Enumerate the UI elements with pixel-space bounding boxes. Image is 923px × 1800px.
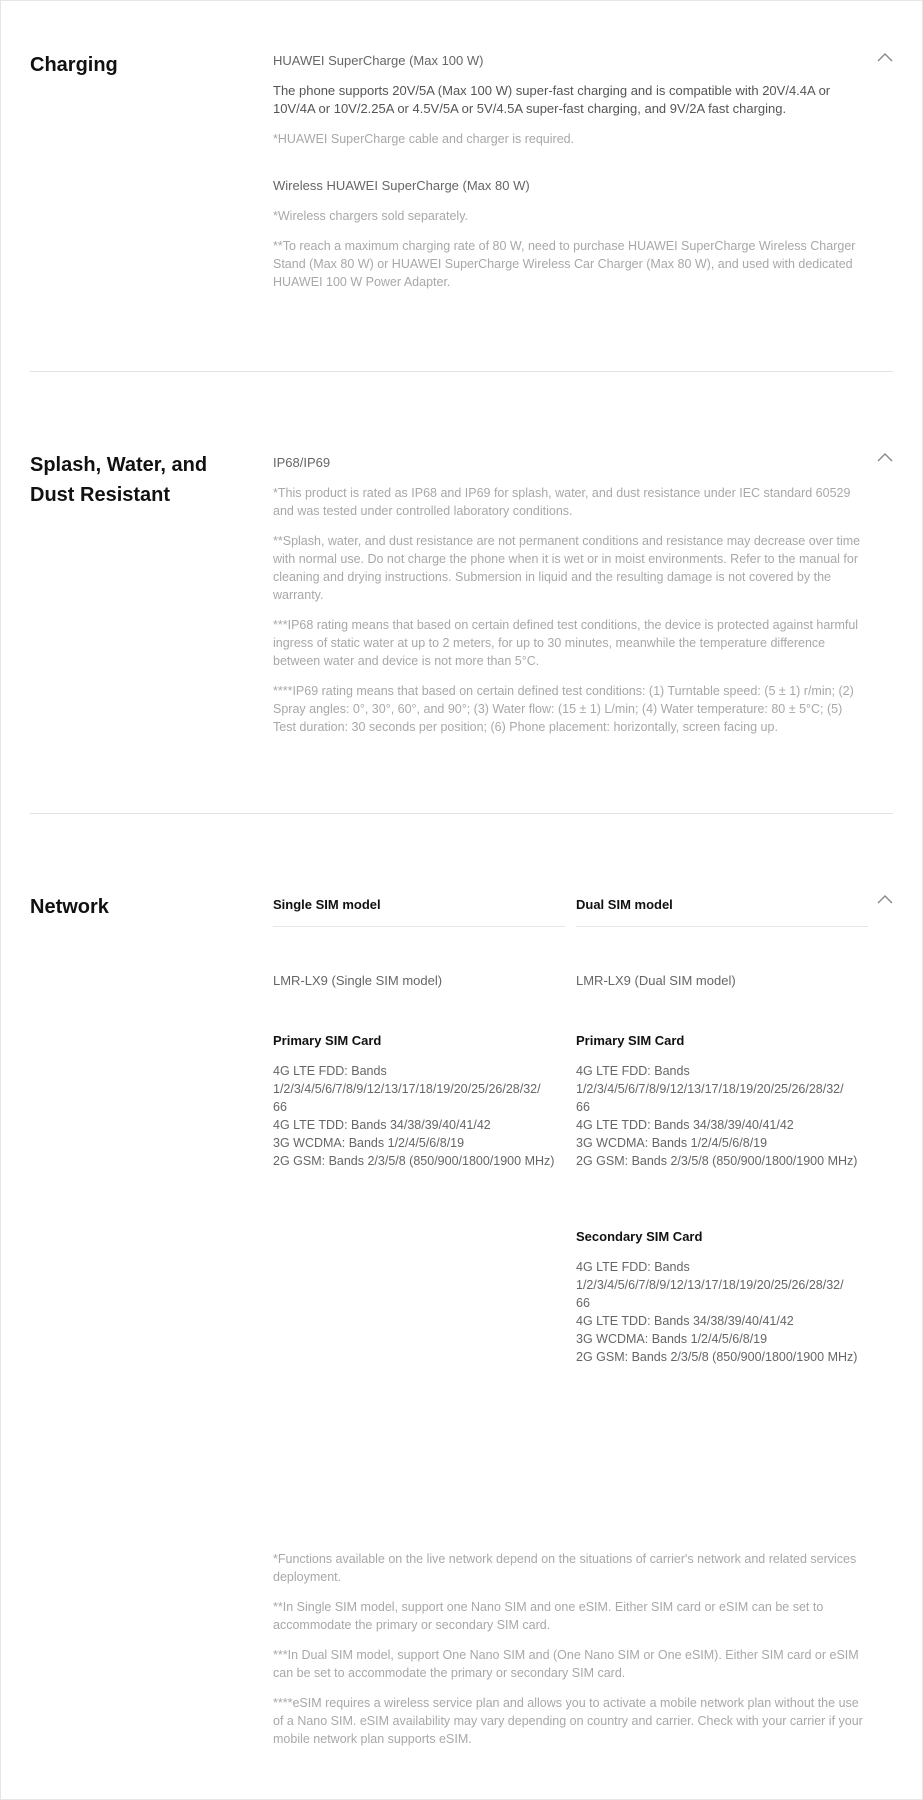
- band-line: 1/2/3/4/5/6/7/8/9/12/13/17/18/19/20/25/26/28/32/: [576, 1278, 844, 1292]
- band-line: 1/2/3/4/5/6/7/8/9/12/13/17/18/19/20/25/26/28/32/: [576, 1082, 844, 1096]
- ip-rating: IP68/IP69: [273, 455, 331, 470]
- single-sim-heading: Single SIM model: [273, 896, 565, 927]
- splash-note: ****IP69 rating means that based on certain defined test conditions: (1) Turntable speed: (5 ± 1) r/min; (2) Spray angles: 0°, 30°, 60°, and 90°; (3) Water flow: (15 ± 1) L/min; (4) Water temperature: 80 ± 5°C; (5) Test duration: 30 seconds per position; (6) Phone placement: horizontally, screen facing up.: [273, 684, 854, 734]
- network-note: ****eSIM requires a wireless service plan and allows you to activate a mobile network plan without the use of a Nano SIM. eSIM availability may vary depending on country and carrier. Check with your carrier if your mobile network plan supports eSIM.: [273, 1696, 863, 1746]
- band-line: 66: [273, 1100, 287, 1114]
- network-note: ***In Dual SIM model, support One Nano SIM and (One Nano SIM or One eSIM). Either SIM card or eSIM can be set to accommodate the primary or secondary SIM card.: [273, 1648, 859, 1680]
- secondary-sim-heading: Secondary SIM Card: [576, 1229, 703, 1244]
- network-note: *Functions available on the live network depend on the situations of carrier's network and related services deployment.: [273, 1552, 857, 1584]
- band-line: 3G WCDMA: Bands 1/2/4/5/6/8/19: [576, 1332, 768, 1346]
- band-line: 2G GSM: Bands 2/3/5/8 (850/900/1800/1900 MHz): [576, 1154, 858, 1168]
- dual-sim-column: [576, 896, 868, 1366]
- chevron-up-icon[interactable]: [876, 451, 894, 463]
- single-sim-column: [273, 896, 565, 1170]
- primary-sim-heading: Primary SIM Card: [576, 1033, 685, 1048]
- band-line: 4G LTE FDD: Bands: [273, 1064, 387, 1078]
- supercharge-note: *HUAWEI SuperCharge cable and charger is required.: [273, 132, 575, 146]
- section-divider: [30, 813, 893, 814]
- band-line: 66: [576, 1296, 590, 1310]
- dual-sim-model: LMR-LX9 (Dual SIM model): [576, 973, 736, 988]
- band-line: 4G LTE FDD: Bands: [576, 1260, 690, 1274]
- network-note: **In Single SIM model, support one Nano SIM and one eSIM. Either SIM card or eSIM can be set to accommodate the primary or secondary SIM card.: [273, 1600, 824, 1632]
- wireless-footnote: **To reach a maximum charging rate of 80 W, need to purchase HUAWEI SuperCharge Wireless Charger Stand (Max 80 W) or HUAWEI SuperCharge Wireless Car Charger (Max 80 W), and used with dedicated HUAWEI 100 W Power Adapter.: [273, 239, 856, 289]
- band-line: 2G GSM: Bands 2/3/5/8 (850/900/1800/1900 MHz): [576, 1350, 858, 1364]
- supercharge-description: The phone supports 20V/5A (Max 100 W) super-fast charging and is compatible with 20V/4.4A or 10V/4A or 10V/2.25A or 4.5V/5A or 5V/4.5A super-fast charging, and 9V/2A fast charging.: [273, 83, 831, 116]
- band-line: 1/2/3/4/5/6/7/8/9/12/13/17/18/19/20/25/26/28/32/: [273, 1082, 541, 1096]
- wireless-heading: Wireless HUAWEI SuperCharge (Max 80 W): [273, 178, 530, 193]
- band-line: 66: [576, 1100, 590, 1114]
- splash-note: **Splash, water, and dust resistance are not permanent conditions and resistance may decrease over time with normal use. Do not charge the phone when it is wet or in moist environments. Refer to the manual for cleaning and drying instructions. Submersion in liquid and the resulting damage is not covered by the warranty.: [273, 534, 861, 602]
- chevron-up-icon[interactable]: [876, 51, 894, 63]
- splash-title: Splash, Water, and Dust Resistant: [30, 454, 208, 506]
- primary-sim-heading: Primary SIM Card: [273, 1033, 382, 1048]
- splash-note: ***IP68 rating means that based on certain defined test conditions, the device is protected against harmful ingress of static water at up to 2 meters, for up to 30 minutes, meanwhile the temperature difference between water and device is not more than 5°C.: [273, 618, 859, 668]
- band-line: 4G LTE FDD: Bands: [576, 1064, 690, 1078]
- chevron-up-icon[interactable]: [876, 893, 894, 905]
- single-sim-model: LMR-LX9 (Single SIM model): [273, 973, 443, 988]
- band-line: 2G GSM: Bands 2/3/5/8 (850/900/1800/1900 MHz): [273, 1154, 555, 1168]
- section-divider: [30, 371, 893, 372]
- charging-title: Charging: [30, 54, 118, 76]
- supercharge-heading: HUAWEI SuperCharge (Max 100 W): [273, 53, 484, 68]
- wireless-note: *Wireless chargers sold separately.: [273, 209, 468, 223]
- band-line: 3G WCDMA: Bands 1/2/4/5/6/8/19: [576, 1136, 768, 1150]
- network-title: Network: [30, 896, 109, 918]
- dual-sim-heading: Dual SIM model: [576, 896, 868, 927]
- band-line: 4G LTE TDD: Bands 34/38/39/40/41/42: [576, 1118, 794, 1132]
- band-line: 4G LTE TDD: Bands 34/38/39/40/41/42: [576, 1314, 794, 1328]
- band-line: 3G WCDMA: Bands 1/2/4/5/6/8/19: [273, 1136, 465, 1150]
- band-line: 4G LTE TDD: Bands 34/38/39/40/41/42: [273, 1118, 491, 1132]
- splash-note: *This product is rated as IP68 and IP69 for splash, water, and dust resistance under IEC standard 60529 and was tested under controlled laboratory conditions.: [273, 486, 851, 518]
